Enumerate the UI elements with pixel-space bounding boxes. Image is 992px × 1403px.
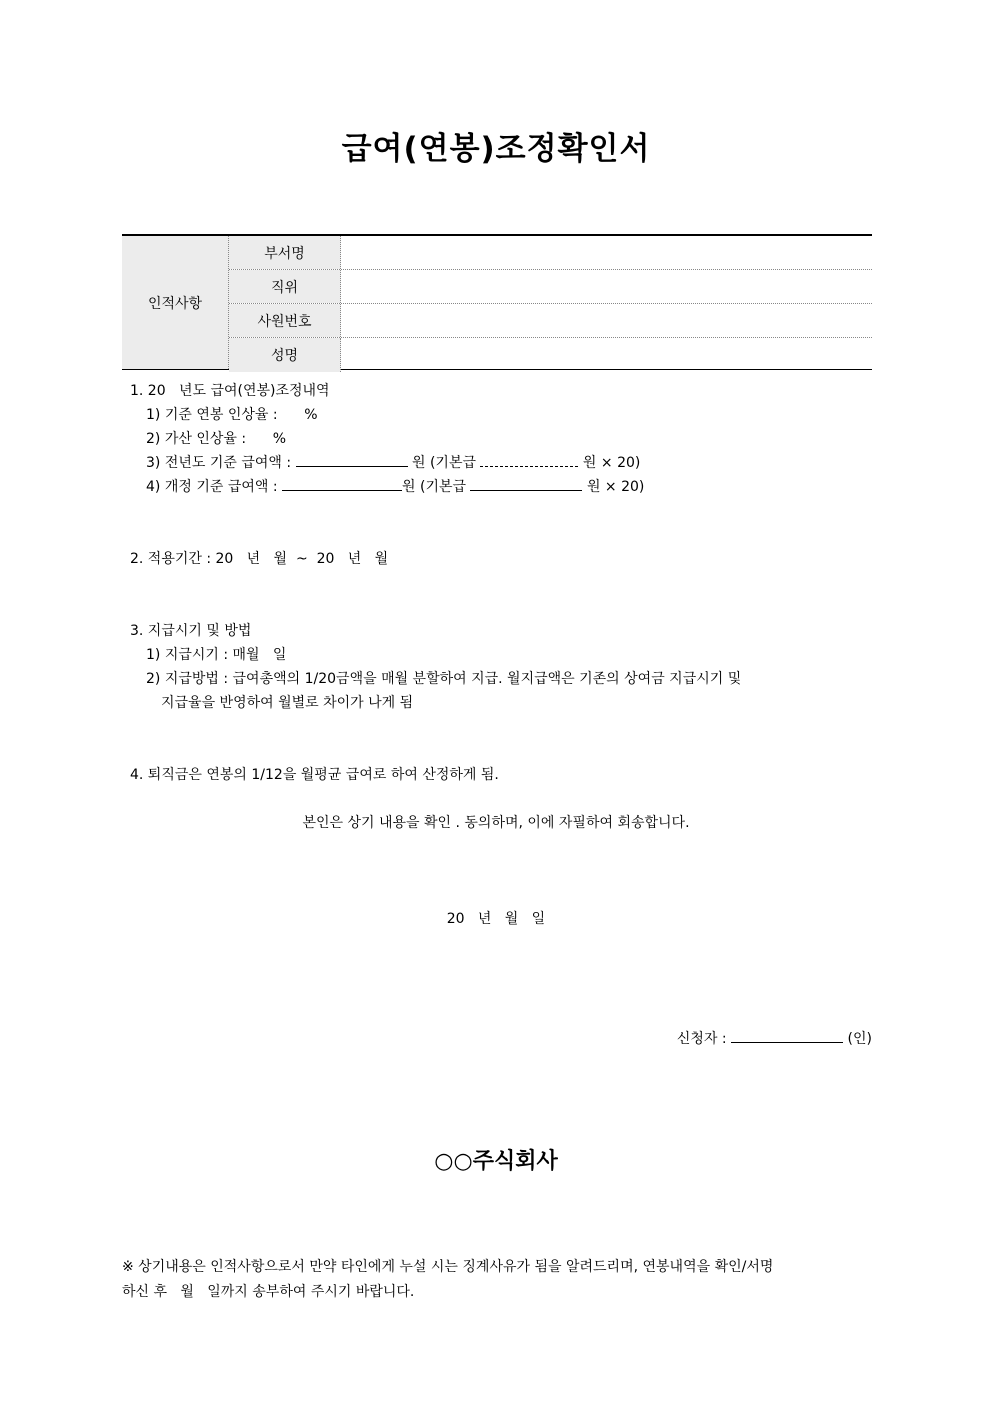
section2-heading: 2. 적용기간 : 20 년 월 ~ 20 년 월 (130, 551, 389, 567)
employee-number-field[interactable] (342, 304, 872, 337)
table-row-department (229, 236, 872, 270)
seal-mark: (인) (847, 1031, 872, 1047)
section1-item3-label: 3) 전년도 기준 급여액 : (146, 455, 292, 471)
department-field[interactable] (342, 236, 872, 269)
section1-item1: 1) 기준 연봉 인상율 : % (146, 407, 318, 423)
revised-base-salary-blank[interactable] (470, 477, 582, 491)
name-field[interactable] (342, 338, 872, 372)
table-row-name (229, 338, 872, 372)
applicant-name-blank[interactable] (731, 1029, 843, 1043)
date-line: 20 년 월 일 (446, 911, 546, 927)
department-label: 부서명 (229, 236, 341, 269)
section1-item4-suffix: 원 × 20) (586, 479, 645, 495)
personal-info-header: 인적사항 (122, 236, 229, 369)
section1-item3-unit: 원 (기본급 (412, 455, 477, 471)
confirmation-statement: 본인은 상기 내용을 확인 . 동의하며, 이에 자필하여 회송합니다. (302, 815, 690, 831)
section4-heading: 4. 퇴직금은 연봉의 1/12을 월평균 급여로 하여 산정하게 됨. (130, 767, 499, 783)
document-title: 급여(연봉)조정확인서 (341, 131, 651, 167)
table-row-employee-number (229, 304, 872, 338)
section1-item3-suffix: 원 × 20) (582, 455, 641, 471)
prior-salary-blank[interactable] (296, 453, 408, 467)
section1-item2: 2) 가산 인상율 : % (146, 431, 287, 447)
position-label: 직위 (229, 270, 341, 303)
company-name: ○○주식회사 (434, 1149, 558, 1174)
section3-item2-line2: 지급율을 반영하여 월별로 차이가 나게 됨 (161, 695, 414, 711)
applicant-signature (677, 1028, 872, 1048)
applicant-label: 신청자 : (676, 1031, 727, 1047)
notice-line2: 하신 후 월 일까지 송부하여 주시기 바랍니다. (122, 1284, 415, 1300)
section3-item1: 1) 지급시기 : 매월 일 (146, 647, 287, 663)
section1-item4-unit: 원 (기본급 (402, 479, 467, 495)
prior-base-salary-blank[interactable] (480, 453, 578, 467)
section1-item3 (146, 452, 640, 472)
position-field[interactable] (342, 270, 872, 303)
section1-heading: 1. 20 년도 급여(연봉)조정내역 (130, 383, 330, 399)
section3-item2-line1: 2) 지급방법 : 급여총액의 1/20금액을 매월 분할하여 지급. 월지급액은 기존의 상여금 지급시기 및 (146, 671, 742, 687)
table-row-position (229, 270, 872, 304)
personal-info-table (122, 234, 872, 370)
name-label: 성명 (229, 338, 341, 372)
notice-line1: ※ 상기내용은 인적사항으로서 만약 타인에게 누설 시는 징계사유가 됨을 알려드리며, 연봉내역을 확인/서명 (122, 1259, 774, 1275)
employee-number-label: 사원번호 (229, 304, 341, 337)
section1-item4 (146, 476, 644, 496)
revised-salary-blank[interactable] (282, 477, 402, 491)
section3-heading: 3. 지급시기 및 방법 (130, 623, 252, 639)
section1-item4-label: 4) 개정 기준 급여액 : (146, 479, 278, 495)
